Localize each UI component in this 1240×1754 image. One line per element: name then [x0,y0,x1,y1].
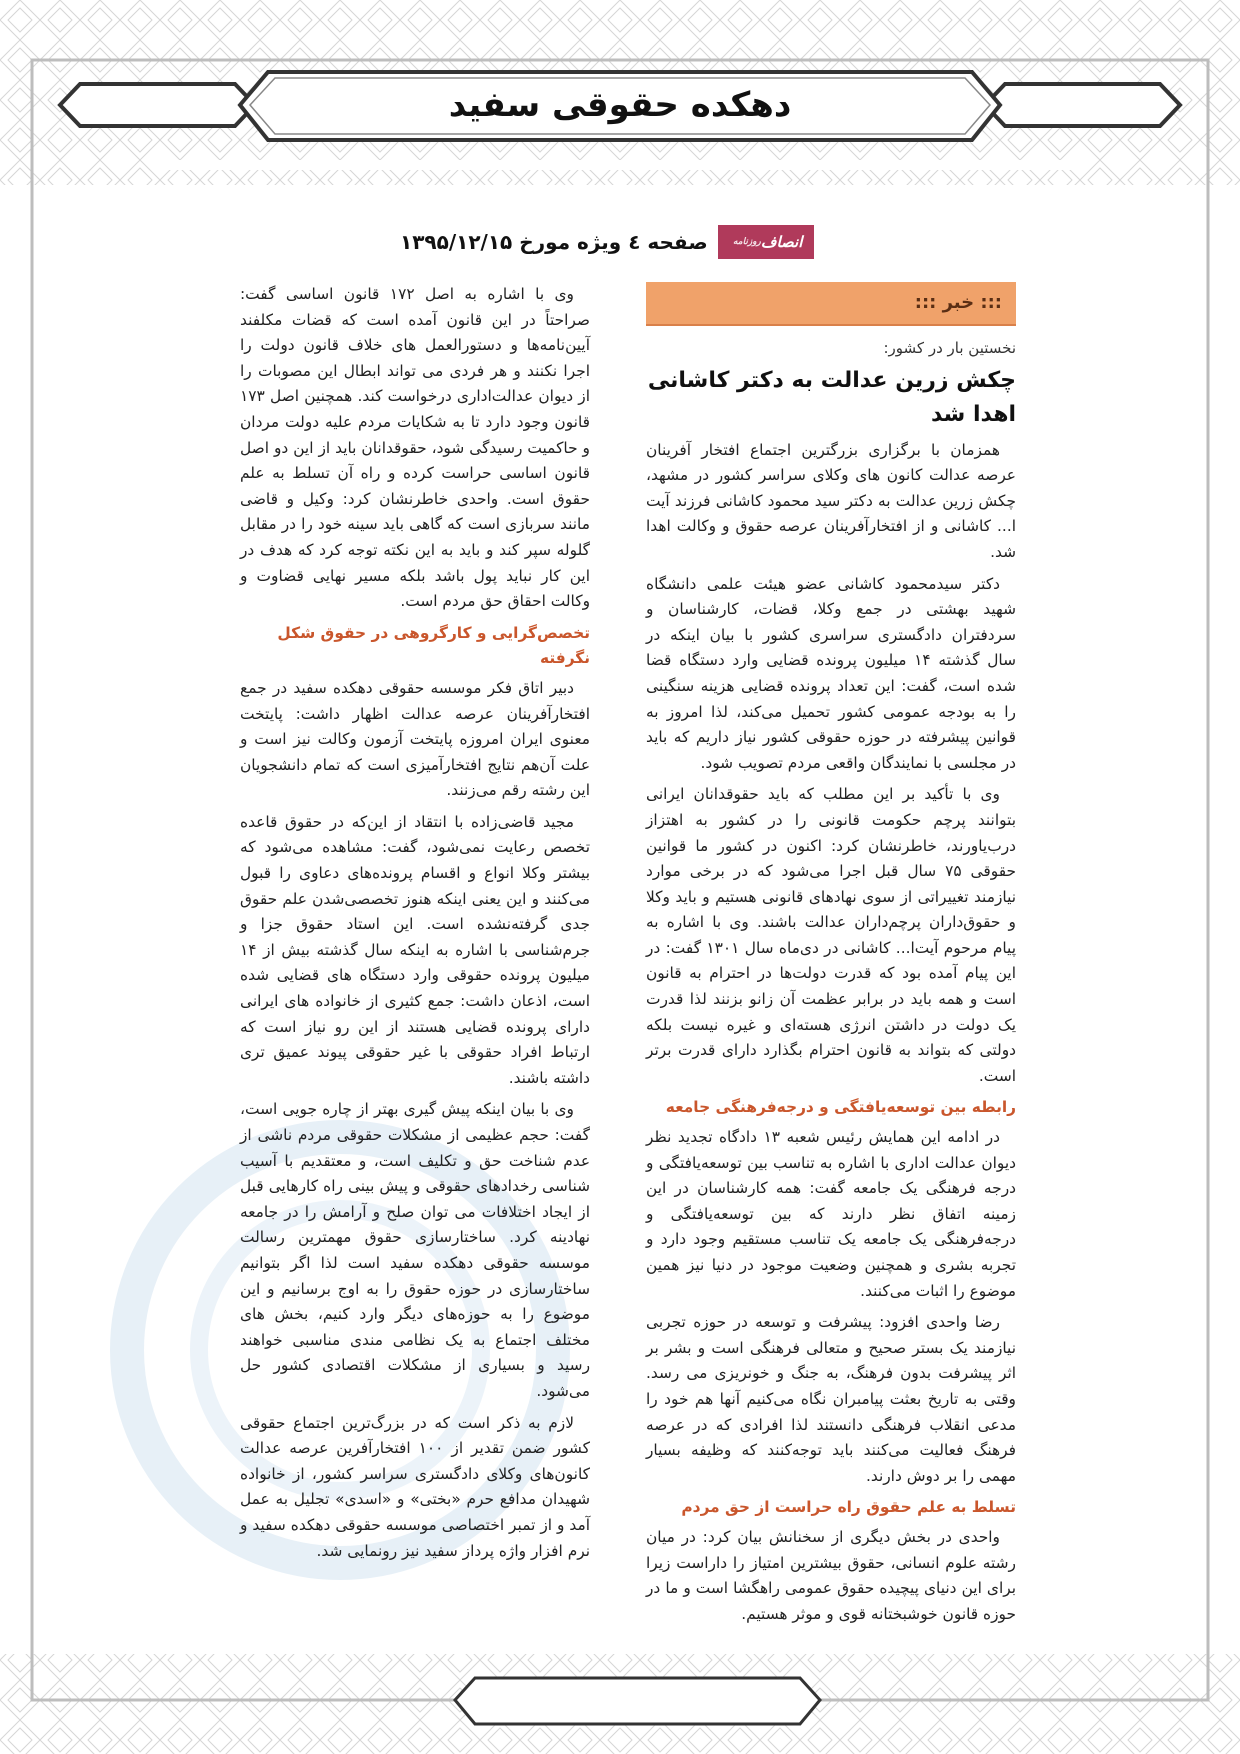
header-side-ornament-right [985,84,1180,126]
paragraph: مجید قاضی‌زاده با انتقاد از این‌که در حقوق قاعده تخصص رعایت نمی‌شود، گفت: مشاهده می‌شود که بیشتر وکلا انواع و اقسام پرونده‌های دعاوی را قبول می‌کنند و این یعنی اینکه هنوز تخصصی‌شدن علم حقوق جدی گرفته‌نشده است. این استاد حقوق جزا و جرم‌شناسی با اشاره به اینکه سال گذشته بیش از ۱۴ میلیون پرونده حقوقی وارد دستگاه های قضایی شده است، اذعان داشت: جمع کثیری از خانواده های ایرانی دارای پرونده قضایی هستند از این رو نیاز است که ارتباط افراد حقوقی با غیر حقوقی پیوند عمیق تری داشته باشند. [240,812,590,1087]
paragraph: همزمان با برگزاری بزرگترین اجتماع افتخار آفرینان عرصه عدالت کانون های وکلای سراسر کشور در مشهد، چکش زرین عدالت به دکتر سید محمود کاشانی فرزند آیت ا... کاشانی و از افتخارآفرینان عرصه حقوق و وکالت اهدا شد. [646,440,1016,561]
section-subhead: رابطه بین توسعه‌یافتگی و درجه‌فرهنگی جامعه [665,1098,1016,1117]
paragraph: دکتر سیدمحمود کاشانی عضو هیئت علمی دانشگاه شهید بهشتی در جمع وکلا، قضات، کارشناسان و سردفتران دادگستری سراسری کشور با بیان اینکه در سال گذشته ۱۴ میلیون پرونده قضایی وارد دستگاه قضا شده است، گفت: این تعداد پرونده قضایی هزینه سنگینی را به بودجه عمومی کشور تحمیل می‌کند، لذا امروز به قوانین پیشرفته در حوزه حقوقی کشور نیاز داریم که باید در مجلسی با نمایندگان واقعی مردم تصویب شود. [646,574,1017,772]
page-title: دهکده حقوقی سفید [448,85,792,125]
paragraph: وی با اشاره به اصل ۱۷۲ قانون اساسی گفت: صراحتاً در این قانون آمده است که قضات مکلفند آیین‌نامه‌ها و دستورالعمل های خلاف قانون دولت را اجرا نکنند و هر فردی می تواند ابطال این مصوبات را از دیوان عدالت‌اداری درخواست کند. همچنین اصل ۱۷۳ قانون وجود دارد تا به شکایات مردم علیه دولت مردان و حاکمیت رسیدگی شود، حقوقدانان باید از این دو اصل قانون اساسی حراست کرده و راه آن تسلط به علم حقوق است. واحدی خاطرنشان کرد: وکیل و قاضی مانند سربازی است که گاهی باید سینه خود را در مقابل گلوله سپر کند و باید به این نکته توجه کرد که هدف در این کار نباید پول باشد بلکه مسیر نهایی قضاوت و وکالت احقاق حق مردم است. [240,285,590,611]
paragraph: در ادامه این همایش رئیس شعبه ۱۳ دادگاه تجدید نظر دیوان عدالت اداری با اشاره به تناسب بین توسعه‌یافتگی و درجه فرهنگی یک جامعه گفت: همه کارشناسان در این زمینه اتفاق نظر دارند که بین توسعه‌یافتگی و درجه‌فرهنگی یک جامعه یک تناسب مستقیم وجود دارد و تجربه بشری و همچنین وضعیت موجود در دنیا نیز همین موضوع را اثبات می‌کنند. [646,1128,1016,1300]
header-side-ornament-left [60,84,255,126]
paragraph: وی با تأکید بر این مطلب که باید حقوقدانان ایرانی بتوانند پرچم حکومت قانونی را در کشور به اهتزاز درب‌یاورند، خاطرنشان کرد: اکنون در کشور ما قوانین حقوقی ۷۵ سال قبل اجرا می‌شود که در برخی موارد نیازمند تغییراتی از سوی نهادهای قانونی هستیم و باید وکلا و حقوق‌داران پرچم‌داران عدالت باشند. وی با اشاره به پیام مرحوم آیت‌ا... کاشانی در دی‌ماه سال ۱۳۰۱ گفت: در این پیام آمده بود که قدرت دولت‌ها در احترام به قانون است و همه باید در برابر عظمت آن زانو بزنند لذا قدرت یک دولت در داشتن انرژی هسته‌ای و غیره نیست بلکه دولتی که بتواند به قانون احترام بگذارد دارای قدرت برتر است. [646,785,1016,1085]
issue-line [400,222,814,262]
article-kicker: نخستین بار در کشور: [883,339,1016,357]
paragraph: دبیر اتاق فکر موسسه حقوقی دهکده سفید در جمع افتخارآفرینان عرصه عدالت اظهار داشت: پایتخت معنوی ایران امروزه پایتخت آزمون وکالت نیز است و علت آن‌هم نتایج افتخارآمیزی است که تمام دانشجویان این رشته رقم می‌زنند. [240,678,590,800]
paragraph: لازم به ذکر است که در بزرگ‌ترین اجتماع حقوقی کشور ضمن تقدیر از ۱۰۰ افتخارآفرین عرصه عدالت کانون‌های وکلای دادگستری سراسر کشور، از خانواده شهیدان مدافع حرم «بختی» و «اسدی» تجلیل به عمل آمد و از تمبر اختصاصی موسسه حقوقی دهکده سفید و نرم افزار واژه پرداز سفید نیز رونمایی شد. [240,1413,590,1560]
article-left-column [240,282,590,1570]
paragraph: رضا واحدی افزود: پیشرفت و توسعه در حوزه تجربی نیازمند یک بستر صحیح و متعالی فرهنگی است و بشر بر اثر پیشرفت بدون فرهنگ، به جنگ و خونریزی می رسد. وقتی به تاریخ بعثت پیامبران نگاه می‌کنیم آنها هم خود را مدعی انقلاب فرهنگی دانستند لذا افرادی که در عرصه فرهنگ فعالیت می‌کنند باید توجه‌کنند که وظیفه بسیار مهمی را بر دوش دارند. [646,1313,1016,1485]
paragraph: وی با بیان اینکه پیش گیری بهتر از چاره جویی است، گفت: حجم عظیمی از مشکلات حقوقی مردم ناشی از عدم شناخت حق و تکلیف است، و معتقدیم با آسیب شناسی رخدادهای حقوقی و پیش بینی راه کارهایی قبل از ایجاد اختلافات می توان صلح و آرامش را در جامعه نهادینه کرد. ساختارسازی حقوق مهمترین رسالت موسسه حقوقی دهکده سفید است لذا اگر بتوانیم ساختارسازی در حوزه حقوق را به اوج برسانیم و این موضوع را به حوزه‌های دیگر وارد کنیم، بخش های مختلف اجتماع به یک نظامی مندی مناسبی خواهند رسید و بسیاری از مشکلات اقتصادی کشور حل می‌شود. [240,1100,590,1400]
logo-small-text: روزنامه [732,237,761,247]
article-headline: چکش زرین عدالت به دکتر کاشانی اهدا شد [647,367,1016,427]
newspaper-logo [718,225,814,259]
paragraph: واحدی در بخش دیگری از سخنانش بیان کرد: در میان رشته علوم انسانی، حقوق بیشترین امتیاز را داراست زیرا برای این دنیای پیچیده حقوق عمومی راهگشا است و ما در حوزه قانون خوشبختانه قوی و موثر هستیم. [646,1527,1016,1623]
section-subhead: تسلط به علم حقوق راه حراست از حق مردم [681,1498,1016,1517]
issue-date-text: صفحه ٤ ویژه مورخ ۱۳۹۵/۱۲/۱۵ [400,230,708,254]
section-subhead: تخصص‌گرایی و کارگروهی در حقوق شکل نگرفته [277,623,590,668]
footer-ornament [455,1678,820,1724]
logo-text: انصاف [760,233,803,251]
news-banner: ::: خبر ::: [646,282,1016,326]
article-right-column [646,282,1016,1633]
